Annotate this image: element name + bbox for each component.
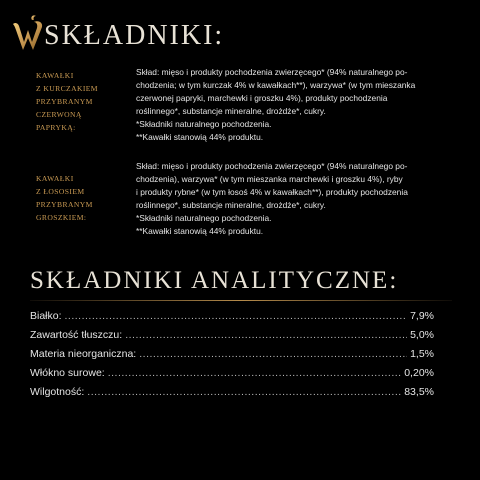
dot-leader	[87, 386, 401, 398]
composition-block-chicken	[36, 66, 436, 144]
dot-leader	[125, 329, 407, 341]
text-line: Skład: mięso i produkty pochodzenia zwierzęcego* (94% naturalnego po-	[136, 67, 408, 77]
composition-label	[36, 66, 136, 144]
text-line: czerwonej papryki, marchewki i groszku 4%), produkty pochodzenia	[136, 93, 388, 103]
analytical-row	[30, 386, 434, 405]
gold-divider	[30, 300, 452, 301]
text-line: Skład: mięso i produkty pochodzenia zwierzęcego* (94% naturalnego po-	[136, 161, 408, 171]
gold-w-logo-icon	[10, 14, 46, 54]
text-line: *Składniki naturalnego pochodzenia.	[136, 213, 272, 223]
dot-leader	[108, 367, 402, 379]
composition-text	[136, 66, 436, 144]
label-line: PAPRYKĄ:	[36, 123, 76, 132]
row-value: 7,9%	[410, 310, 434, 322]
text-line: chodzenia), warzywa* (w tym mieszanka marchewki i groszku 4%), ryby	[136, 174, 403, 184]
analytical-title: SKŁADNIKI ANALITYCZNE:	[30, 267, 399, 294]
row-name: Włókno surowe:	[30, 367, 105, 379]
analytical-row	[30, 367, 434, 386]
label-line: KAWAŁKI	[36, 174, 74, 183]
row-name: Białko:	[30, 310, 62, 322]
text-line: **Kawałki stanowią 44% produktu.	[136, 226, 264, 236]
text-line: chodzenia; w tym kurczak 4% w kawałkach**), warzywa* (w tym mieszanka	[136, 80, 416, 90]
ingredients-title: SKŁADNIKI:	[44, 20, 225, 51]
label-line: KAWAŁKI	[36, 71, 74, 80]
composition-block-salmon	[36, 160, 436, 238]
row-value: 83,5%	[404, 386, 434, 398]
logo	[10, 14, 46, 54]
label-line: PRZYBRANYM	[36, 200, 93, 209]
row-value: 0,20%	[404, 367, 434, 379]
analytical-table	[30, 310, 434, 405]
row-name: Materia nieorganiczna:	[30, 348, 137, 360]
row-value: 1,5%	[410, 348, 434, 360]
text-line: **Kawałki stanowią 44% produktu.	[136, 132, 264, 142]
analytical-row	[30, 310, 434, 329]
label-line: GROSZKIEM:	[36, 213, 87, 222]
row-value: 5,0%	[410, 329, 434, 341]
label-line: PRZYBRANYM	[36, 97, 93, 106]
text-line: roślinnego*, substancje mineralne, drożdże*, cukry.	[136, 200, 326, 210]
composition-text	[136, 160, 436, 238]
analytical-row	[30, 329, 434, 348]
label-line: CZERWONĄ	[36, 110, 82, 119]
text-line: roślinnego*, substancje mineralne, drożdże*, cukry.	[136, 106, 326, 116]
row-name: Zawartość tłuszczu:	[30, 329, 123, 341]
row-name: Wilgotność:	[30, 386, 85, 398]
text-line: i produkty rybne* (w tym łosoś 4% w kawałkach**), produkty pochodzenia	[136, 187, 408, 197]
dot-leader	[139, 348, 407, 360]
analytical-row	[30, 348, 434, 367]
dot-leader	[65, 310, 408, 322]
composition-label	[36, 160, 136, 238]
text-line: *Składniki naturalnego pochodzenia.	[136, 119, 272, 129]
label-line: Z KURCZAKIEM	[36, 84, 98, 93]
label-line: Z ŁOSOSIEM	[36, 187, 85, 196]
